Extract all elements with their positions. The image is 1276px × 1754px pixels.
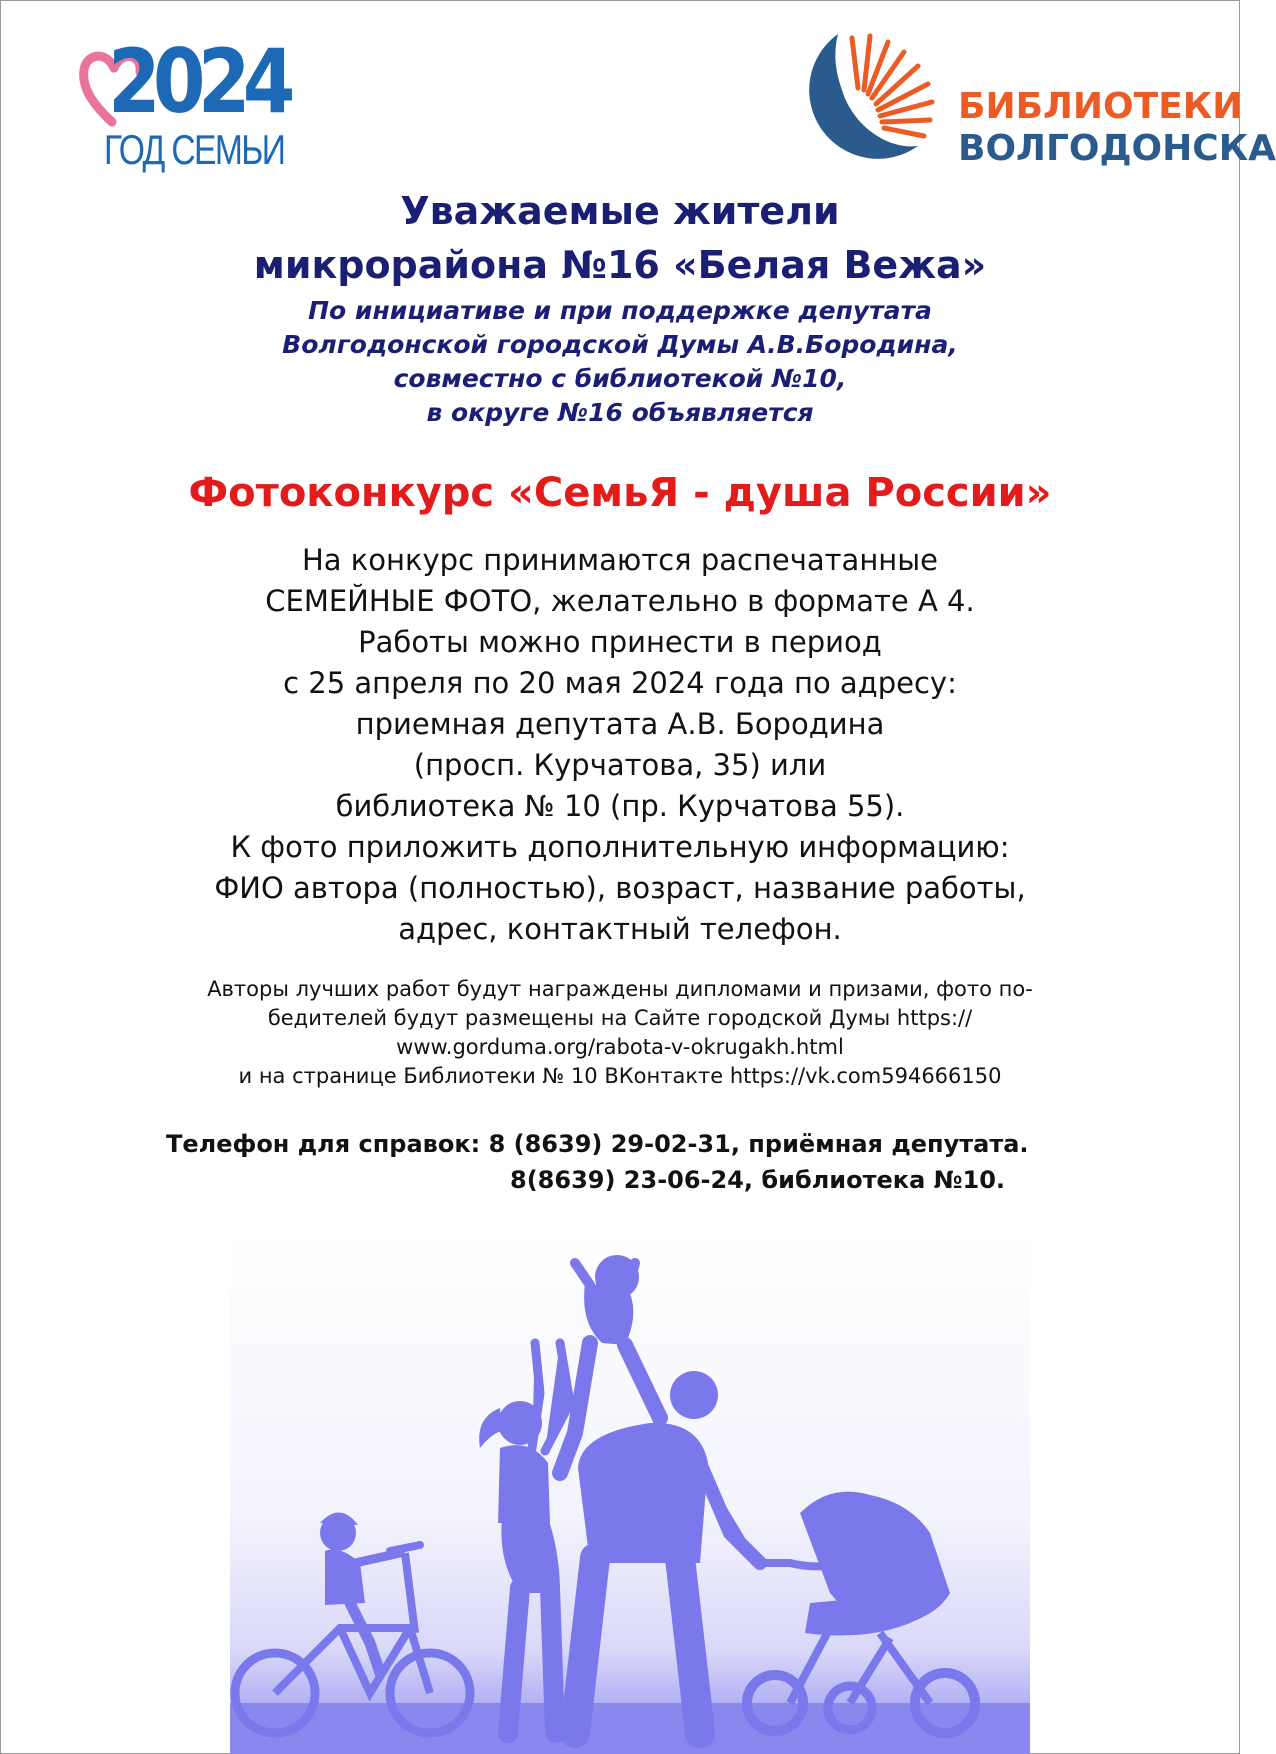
contest-title: Фотоконкурс «СемьЯ - душа России» bbox=[188, 470, 1052, 516]
awards-info bbox=[0, 975, 1240, 1091]
contact-phones bbox=[166, 1126, 1029, 1198]
awards-line: бедителей будут размещены на Сайте городской Думы https:// bbox=[267, 1006, 973, 1030]
awards-line: www.gorduma.org/rabota-v-okrugakh.html bbox=[396, 1035, 844, 1059]
rules-line: приемная депутата А.В. Бородина bbox=[355, 707, 885, 741]
awards-line: Авторы лучших работ будут награждены дипломами и призами, фото по- bbox=[207, 977, 1033, 1001]
rules-line: На конкурс принимаются распечатанные bbox=[301, 543, 938, 577]
logo-year-digits: 2024 bbox=[108, 30, 288, 133]
libraries-logo-line1: БИБЛИОТЕКИ bbox=[958, 86, 1243, 127]
phone-line-2: 8(8639) 23-06-24, библиотека №10. bbox=[510, 1166, 1006, 1194]
rules-line: с 25 апреля по 20 мая 2024 года по адресу: bbox=[283, 666, 957, 700]
rules-line: СЕМЕЙНЫЕ ФОТО, желательно в формате А 4. bbox=[265, 584, 975, 618]
greeting-line-2: микрорайона №16 «Белая Вежа» bbox=[253, 243, 987, 287]
libraries-logo bbox=[790, 28, 1276, 169]
phone-line-1: Телефон для справок: 8 (8639) 29-02-31, приёмная депутата. bbox=[166, 1130, 1029, 1158]
logo-year-caption: ГОД СЕМЬИ bbox=[104, 126, 285, 173]
rules-line: ФИО автора (полностью), возраст, название работы, bbox=[214, 871, 1026, 905]
sunburst-logo-icon bbox=[790, 28, 950, 163]
rules-line: библиотека № 10 (пр. Курчатова 55). bbox=[335, 789, 905, 823]
greeting-heading bbox=[0, 184, 1240, 292]
greeting-line-1: Уважаемые жители bbox=[400, 189, 840, 233]
awards-line: и на странице Библиотеки № 10 ВКонтакте https://vk.com594666150 bbox=[238, 1064, 1002, 1088]
intro-line-4: в округе №16 объявляется bbox=[426, 398, 814, 427]
libraries-logo-line2: ВОЛГОДОНСКА bbox=[958, 128, 1276, 169]
intro-line-3: совместно с библиотекой №10, bbox=[393, 364, 847, 393]
rules-line: (просп. Курчатова, 35) или bbox=[413, 748, 827, 782]
year-of-family-logo bbox=[78, 30, 288, 180]
intro-line-2: Волгодонской городской Думы А.В.Бородина, bbox=[282, 330, 958, 359]
contest-rules bbox=[0, 540, 1240, 950]
intro-line-1: По инициативе и при поддержке депутата bbox=[308, 296, 932, 325]
rules-line: адрес, контактный телефон. bbox=[398, 912, 842, 946]
intro-text bbox=[0, 294, 1240, 430]
rules-line: Работы можно принести в период bbox=[358, 625, 882, 659]
rules-line: К фото приложить дополнительную информацию: bbox=[230, 830, 1010, 864]
family-silhouette-photo bbox=[230, 1233, 1030, 1754]
